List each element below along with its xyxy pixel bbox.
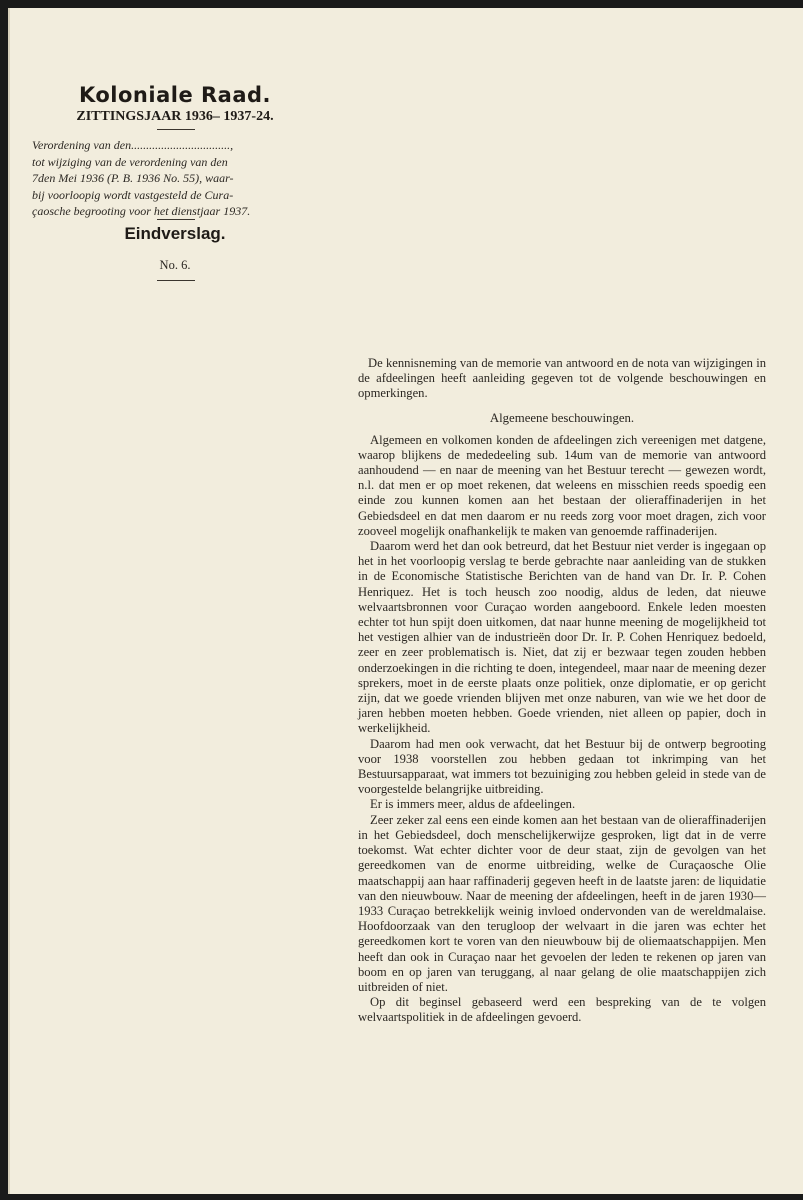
description-line: tot wijziging van de verordening van den (32, 154, 228, 169)
report-body (358, 356, 766, 1026)
session-year: ZITTINGSJAAR 1936– 1937-24. (76, 109, 274, 124)
body-paragraph: Op dit beginsel gebaseerd werd een bespreking van de te volgen welvaartspolitiek in de afdeelingen gevoerd. (358, 995, 766, 1025)
description-line: bij voorloopig wordt vastgesteld de Cura- (32, 187, 234, 202)
description-line: 7den Mei 1936 (P. B. 1936 No. 55), waar- (32, 171, 234, 185)
ordinance-description (32, 137, 322, 220)
description-line: çaosche begrooting voor het dienstjaar 1937. (32, 204, 251, 218)
description-line: Verordening van den................................., (32, 138, 234, 152)
document-page (8, 8, 803, 1194)
section-heading: Algemeene beschouwingen. (489, 410, 635, 425)
description-divider (157, 219, 195, 220)
body-paragraph: Er is immers meer, aldus de afdeelingen. (370, 797, 576, 812)
body-paragraph: Algemeen en volkomen konden de afdeelingen zich vereenigen met datgene, waarop blijkens de mededeeling sub. 14um van de memorie van antwoord aanhoudend — en naar de meening van het Bestuur terecht — gewezen wordt, n.l. dat men er op moet rekenen, dat weleens en misschien reeds spoedig een einde zou kunnen komen aan het bestaan der olieraffinaderijen in het Gebiedsdeel en dat men daarom er nu reeds zorg voor moet dragen, zich voor zooveel mogelijk onafhankelijk te maken van genoemde raffinaderijen. (358, 432, 766, 538)
body-paragraph: Daarom werd het dan ook betreurd, dat het Bestuur niet verder is ingegaan op het in het voorloopig verslag te berde gebrachte naar aanleiding van de stukken in de Economische Statistische Berichten van de hand van Dr. Ir. P. Cohen Henriquez. Het is toch heusch zoo noodig, aldus de leden, dat nieuwe welvaartsbronnen voor Curaçao worden aangeboord. Enkele leden moesten echter tot hun spijt doen uitkomen, dat naar hunne meening de mogelijkheid tot het vestigen alhier van de industrieën door Dr. Ir. P. Cohen Henriquez bedoeld, zeer en zeer problematisch is. Niet, dat zij er bezwaar tegen zouden hebben onderzoekingen in die richting te doen, integendeel, maar naar de meening dezer sprekers, moet in de eerste plaats onze politiek, onze diplomatie, er op gericht zijn, dat we goede vrienden blijven met onze naburen, van wie we het door de jaren hebben moeten hebben. Goede vrienden, niet alleen op papier, doch in werkelijkheid. (358, 539, 766, 736)
header-divider (157, 129, 195, 130)
report-label: Eindverslag. (124, 224, 226, 243)
body-paragraph: Zeer zeker zal eens een einde komen aan het bestaan van de olieraffinaderijen in het Gebiedsdeel, doch menschelijkerwijze gesproken, ligt dat in de verre toekomst. Wat echter dichter voor de deur staat, zijn de gevolgen van het gereedkomen van de enorme uitbreiding, welke de Curaçaosche Olie maatschappij aan haar raffinaderij gegeven heeft in de laatste jaren: de liquidatie van den nieuwbouw. Naar de meening der afdeelingen, heeft in de jaren 1930—1933 Curaçao betrekkelijk weinig invloed ondervonden van de wereldmalaise. Hoofdoorzaak van den terugloop der welvaart in die jaren was echter het gereedkomen kort te voren van den nieuwbouw bij de oliemaatschappijen. Men heeft dan ook in Curaçao naar het gevoelen der leden te rekenen op jaren van boom en op jaren van teruggang, al naar gelang de olie maatschappijen zich uitbreiden of niet. (358, 812, 766, 994)
body-paragraph: Daarom had men ook verwacht, dat het Bestuur bij de ontwerp begrooting voor 1938 voorstellen zou hebben gedaan tot inkrimping van het Bestuursapparaat, wat immers tot bezuiniging zou hebben geleid in stede van de voorgestelde belangrijke uitbreiding. (358, 736, 766, 797)
intro-paragraph: De kennisneming van de memorie van antwoord en de nota van wijzigingen in de afdeelingen heeft aanleiding gegeven tot de volgende beschouwingen en opmerkingen. (358, 356, 766, 401)
council-title: Koloniale Raad. (78, 83, 272, 107)
report-divider (157, 280, 195, 281)
report-number: No. 6. (159, 258, 191, 272)
document-header (30, 82, 320, 126)
